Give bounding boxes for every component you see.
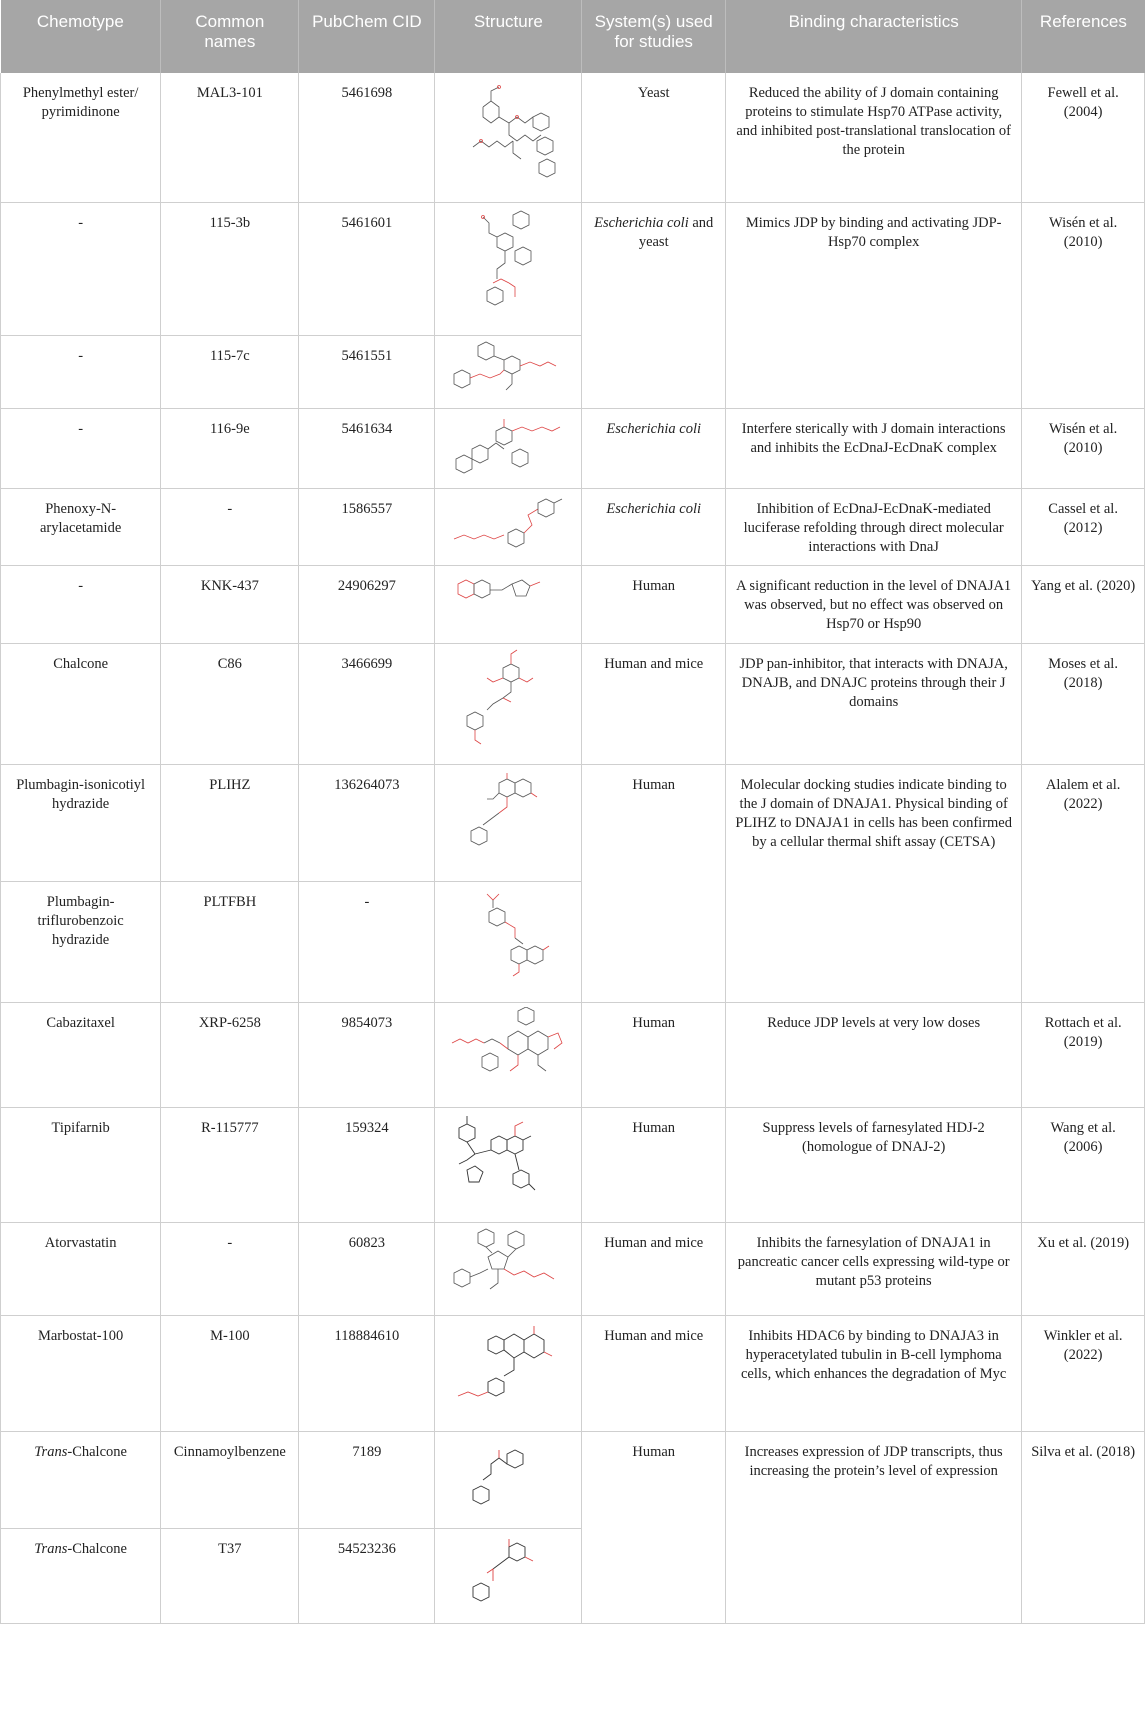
common-name-cell: - — [161, 488, 299, 565]
chemotype-cell — [1, 1431, 161, 1528]
common-name-cell: T37 — [161, 1528, 299, 1623]
marbostat-structure-icon — [448, 1320, 568, 1426]
table-row — [1, 764, 1145, 881]
species-name: Escherichia coli — [594, 214, 689, 231]
system-cell: Human — [582, 1107, 726, 1222]
reference-cell: Wang et al. (2006) — [1022, 1107, 1145, 1222]
header-structure: Structure — [435, 0, 582, 73]
chemotype-cell: Cabazitaxel — [1, 1002, 161, 1107]
header-references: References — [1022, 0, 1145, 73]
cid-cell: 5461551 — [299, 335, 435, 408]
header-row — [1, 0, 1145, 73]
common-name-cell: MAL3-101 — [161, 73, 299, 202]
header-common-names: Common names — [161, 0, 299, 73]
structure-cell — [435, 565, 582, 643]
cid-cell: 54523236 — [299, 1528, 435, 1623]
table-row — [1, 488, 1145, 565]
chemotype-cell: - — [1, 565, 161, 643]
chemotype-cell: Phenoxy-N-arylacetamide — [1, 488, 161, 565]
reference-cell: Wisén et al. (2010) — [1022, 202, 1145, 408]
binding-cell: JDP pan-inhibitor, that interacts with DNAJA, DNAJB, and DNAJC proteins through their J domains — [726, 643, 1022, 764]
structure-cell — [435, 202, 582, 335]
cid-cell: 118884610 — [299, 1315, 435, 1431]
chemotype-cell: Tipifarnib — [1, 1107, 161, 1222]
mal3-101-structure-icon — [453, 77, 563, 187]
common-name-cell: 115-3b — [161, 202, 299, 335]
chemotype-italic: Trans — [34, 1540, 68, 1557]
structure-cell — [435, 1431, 582, 1528]
c86-structure-icon — [453, 648, 563, 758]
binding-cell: Interfere sterically with J domain interactions and inhibits the EcDnaJ-EcDnaK complex — [726, 408, 1022, 488]
structure-cell — [435, 1528, 582, 1623]
common-name-cell: R-115777 — [161, 1107, 299, 1222]
common-name-cell: Cinnamoylbenzene — [161, 1431, 299, 1528]
cid-cell: 1586557 — [299, 488, 435, 565]
system-cell — [582, 408, 726, 488]
structure-cell — [435, 1222, 582, 1315]
binding-cell: Inhibits the farnesylation of DNAJA1 in pancreatic cancer cells expressing wild-type or mutant p53 proteins — [726, 1222, 1022, 1315]
cid-cell: 5461698 — [299, 73, 435, 202]
chemotype-cell: Plumbagin-triflurobenzoic hydrazide — [1, 881, 161, 1002]
structure-cell — [435, 1107, 582, 1222]
cid-cell: 159324 — [299, 1107, 435, 1222]
cid-cell: 136264073 — [299, 764, 435, 881]
chemotype-cell: Marbostat-100 — [1, 1315, 161, 1431]
species-name: Escherichia coli — [606, 500, 702, 517]
binding-cell: Inhibition of EcDnaJ-EcDnaK-mediated luciferase refolding through direct molecular interactions with DnaJ — [726, 488, 1022, 565]
trans-chalcone-structure-icon — [453, 1436, 563, 1524]
common-name-cell: KNK-437 — [161, 565, 299, 643]
structure-cell — [435, 881, 582, 1002]
reference-cell: Moses et al. (2018) — [1022, 643, 1145, 764]
common-name-cell: XRP-6258 — [161, 1002, 299, 1107]
table-row — [1, 643, 1145, 764]
table-row — [1, 1315, 1145, 1431]
table-row — [1, 1107, 1145, 1222]
system-cell: Human and mice — [582, 1315, 726, 1431]
structure-cell — [435, 335, 582, 408]
table-row — [1, 1431, 1145, 1528]
header-systems: System(s) used for studies — [582, 0, 726, 73]
table-row — [1, 1222, 1145, 1315]
cabazitaxel-structure-icon — [448, 1007, 568, 1103]
table-row — [1, 408, 1145, 488]
structure-cell — [435, 488, 582, 565]
system-cell: Human — [582, 764, 726, 1002]
chemotype-rest: -Chalcone — [67, 1540, 127, 1557]
binding-cell: Reduced the ability of J domain containing proteins to stimulate Hsp70 ATPase activity, and inhibited post-translational translocation of the protein — [726, 73, 1022, 202]
common-name-cell: - — [161, 1222, 299, 1315]
chemotype-cell: Atorvastatin — [1, 1222, 161, 1315]
structure-cell — [435, 1315, 582, 1431]
table-row — [1, 202, 1145, 335]
chemotype-cell: Phenylmethyl ester/ pyrimidinone — [1, 73, 161, 202]
binding-cell: Molecular docking studies indicate binding to the J domain of DNAJA1. Physical binding of PLIHZ to DNAJA1 in cells has been confirmed by a cellular thermal shift assay (CETSA) — [726, 764, 1022, 1002]
table-row — [1, 73, 1145, 202]
chemotype-cell: - — [1, 408, 161, 488]
cid-cell: 60823 — [299, 1222, 435, 1315]
chemotype-cell: - — [1, 335, 161, 408]
binding-cell: Mimics JDP by binding and activating JDP-Hsp70 complex — [726, 202, 1022, 408]
system-cell: Yeast — [582, 73, 726, 202]
common-name-cell: 116-9e — [161, 408, 299, 488]
knk-437-structure-icon — [448, 570, 568, 610]
cid-cell: 5461634 — [299, 408, 435, 488]
structure-cell — [435, 408, 582, 488]
reference-cell: Fewell et al. (2004) — [1022, 73, 1145, 202]
phenoxy-structure-icon — [448, 493, 568, 557]
common-name-cell: PLIHZ — [161, 764, 299, 881]
common-name-cell: C86 — [161, 643, 299, 764]
reference-cell: Silva et al. (2018) — [1022, 1431, 1145, 1623]
structure-cell — [435, 73, 582, 202]
common-name-cell: 115-7c — [161, 335, 299, 408]
115-3b-structure-icon — [453, 207, 563, 317]
cid-cell: 9854073 — [299, 1002, 435, 1107]
system-cell: Human and mice — [582, 1222, 726, 1315]
116-9e-structure-icon — [448, 413, 568, 483]
reference-cell: Alalem et al. (2022) — [1022, 764, 1145, 1002]
reference-cell: Wisén et al. (2010) — [1022, 408, 1145, 488]
system-suffix: and yeast — [638, 214, 714, 250]
structure-cell — [435, 764, 582, 881]
system-cell — [582, 202, 726, 408]
system-cell: Human and mice — [582, 643, 726, 764]
atorvastatin-structure-icon — [448, 1227, 568, 1311]
cid-cell: 3466699 — [299, 643, 435, 764]
table-row — [1, 565, 1145, 643]
system-cell: Human — [582, 1002, 726, 1107]
reference-cell: Yang et al. (2020) — [1022, 565, 1145, 643]
115-7c-structure-icon — [448, 340, 568, 400]
binding-cell: A significant reduction in the level of DNAJA1 was observed, but no effect was observed on Hsp70 or Hsp90 — [726, 565, 1022, 643]
tipifarnib-structure-icon — [453, 1112, 563, 1218]
cid-cell: 24906297 — [299, 565, 435, 643]
chemotype-cell: Plumbagin-isonicotiyl hydrazide — [1, 764, 161, 881]
species-name: Escherichia coli — [606, 420, 702, 437]
chemotype-rest: -Chalcone — [67, 1443, 127, 1460]
pltfbh-structure-icon — [453, 886, 563, 996]
common-name-cell: PLTFBH — [161, 881, 299, 1002]
structure-cell — [435, 643, 582, 764]
header-pubchem-cid: PubChem CID — [299, 0, 435, 73]
system-cell: Human — [582, 565, 726, 643]
structure-cell — [435, 1002, 582, 1107]
t37-structure-icon — [453, 1533, 563, 1619]
reference-cell: Xu et al. (2019) — [1022, 1222, 1145, 1315]
system-cell: Human — [582, 1431, 726, 1623]
binding-cell: Inhibits HDAC6 by binding to DNAJA3 in hyperacetylated tubulin in B-cell lymphoma cells, which enhances the degradation of Myc — [726, 1315, 1022, 1431]
binding-cell: Suppress levels of farnesylated HDJ-2 (homologue of DNAJ-2) — [726, 1107, 1022, 1222]
cid-cell: 7189 — [299, 1431, 435, 1528]
reference-cell: Cassel et al. (2012) — [1022, 488, 1145, 565]
chemotype-cell: Chalcone — [1, 643, 161, 764]
cid-cell: 5461601 — [299, 202, 435, 335]
cid-cell: - — [299, 881, 435, 1002]
chemotype-cell — [1, 1528, 161, 1623]
system-cell — [582, 488, 726, 565]
reference-cell: Rottach et al. (2019) — [1022, 1002, 1145, 1107]
reference-cell: Winkler et al. (2022) — [1022, 1315, 1145, 1431]
header-binding: Binding characteristics — [726, 0, 1022, 73]
plihz-structure-icon — [453, 769, 563, 875]
table-row — [1, 1002, 1145, 1107]
binding-cell: Increases expression of JDP transcripts, thus increasing the protein’s level of expression — [726, 1431, 1022, 1623]
common-name-cell: M-100 — [161, 1315, 299, 1431]
chemotype-cell: - — [1, 202, 161, 335]
binding-cell: Reduce JDP levels at very low doses — [726, 1002, 1022, 1107]
chemotype-italic: Trans — [34, 1443, 68, 1460]
header-chemotype: Chemotype — [1, 0, 161, 73]
